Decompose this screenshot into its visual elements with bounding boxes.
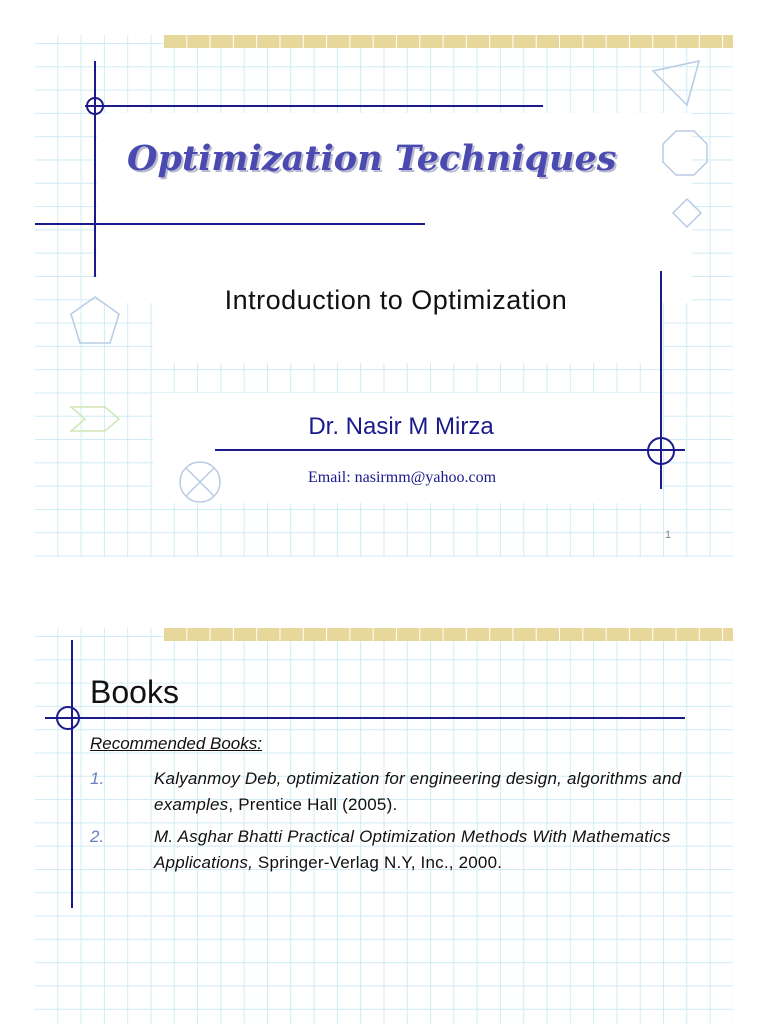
book-italic-text: Kalyanmoy Deb, optimization for engineering design, algorithms and examples [154, 769, 682, 814]
slide-subtitle: Introduction to Optimization [224, 285, 568, 315]
gold-header-bar [163, 628, 733, 641]
book-italic-text: M. Asghar Bhatti Practical Optimization Methods With Mathematics Applications, [154, 827, 671, 872]
recommended-heading: Recommended Books: [90, 734, 262, 753]
book-plain-text: , Prentice Hall (2005). [228, 795, 398, 814]
list-number: 2. [90, 827, 105, 846]
slide-title: Optimization Techniques [127, 138, 617, 179]
gold-header-bar [163, 35, 733, 48]
frame-title-underline [45, 717, 685, 719]
slide-title: Books [90, 674, 179, 710]
page-number: 1 [665, 529, 672, 541]
diamond-icon [671, 197, 703, 229]
book-entry [154, 824, 714, 876]
book-entry [154, 766, 714, 818]
frame-left-line [71, 640, 73, 908]
frame-left-line [94, 61, 96, 277]
title-slide [35, 35, 733, 557]
frame-title-underline [35, 223, 425, 225]
author-name: Dr. Nasir M Mirza [308, 413, 494, 440]
frame-corner-ring [56, 706, 80, 730]
books-slide [35, 628, 733, 1024]
triangle-icon [647, 55, 705, 113]
frame-top-line [85, 105, 543, 107]
author-email: Email: nasirmm@yahoo.com [307, 469, 497, 486]
frame-bottom-ring [647, 437, 675, 465]
frame-corner-ring [86, 97, 104, 115]
frame-bottom-line [215, 449, 685, 451]
book-plain-text: Springer-Verlag N.Y, Inc., 2000. [253, 853, 503, 872]
list-number: 1. [90, 769, 105, 788]
octagon-icon [661, 129, 709, 177]
